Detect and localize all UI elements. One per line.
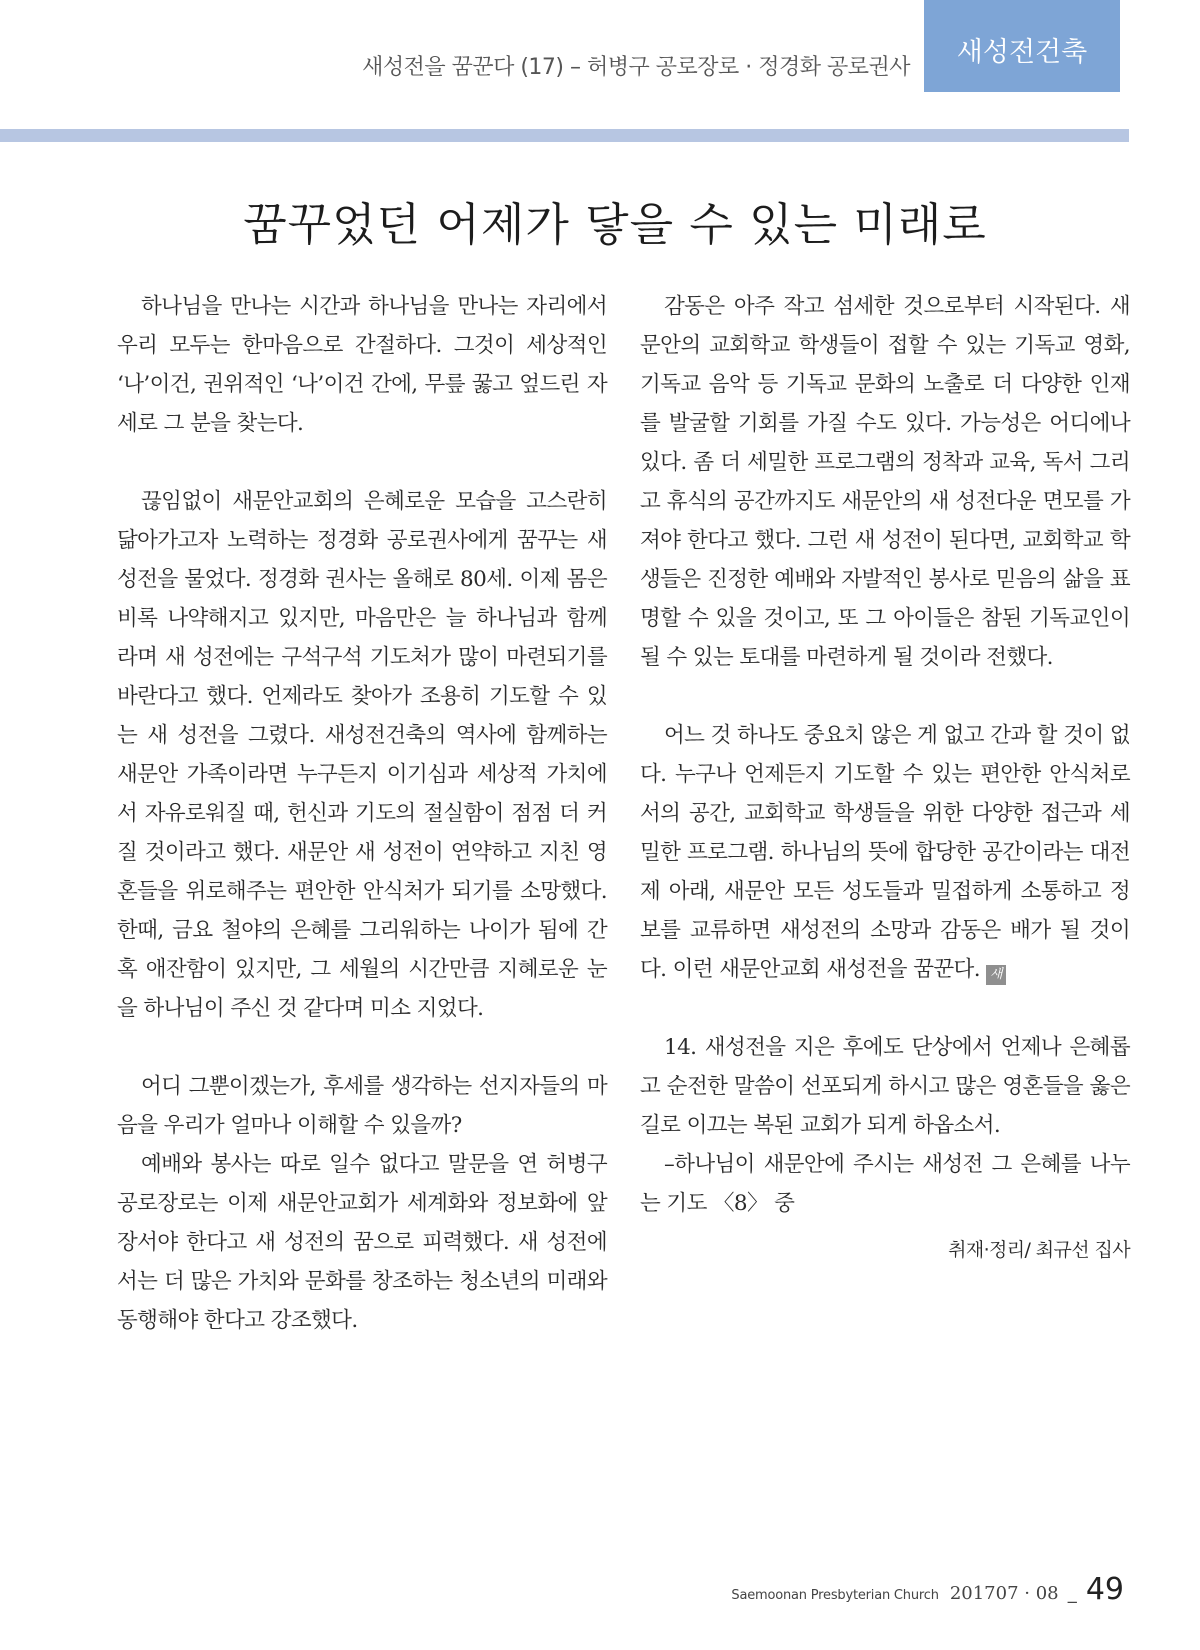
paragraph: 감동은 아주 작고 섬세한 것으로부터 시작된다. 새문안의 교회학교 학생들이 접할 수 있는 기독교 영화, 기독교 음악 등 기독교 문화의 노출로 더 다양한 인재를 발굴할 기회를 가질 수도 있다. 가능성은 어디에나 있다. 좀 더 세밀한 프로그램의 정착과 교육, 독서 그리고 휴식의 공간까지도 새문안의 새 성전다운 면모를 가져야 한다고 했다. 그런 새 성전이 된다면, 교회학교 학생들은 진정한 예배와 자발적인 봉사로 믿음의 삶을 표명할 수 있을 것이고, 또 그 아이들은 참된 기독교인이 될 수 있는 토대를 마련하게 될 것이라 전했다. [640,294,1130,670]
footer-issue: 201707 · 08 [949,1583,1059,1604]
left-column [117,287,607,1340]
right-column [640,287,1130,1270]
footer-church: Saemoonan Presbyterian Church [731,1588,939,1603]
end-mark-icon: 새 [986,965,1006,985]
article-title: 꿈꾸었던 어제가 닿을 수 있는 미래로 [243,198,987,251]
paragraph-with-end-mark [640,716,1130,989]
paragraph: 끊임없이 새문안교회의 은혜로운 모습을 고스란히 닮아가고자 노력하는 정경화 공로권사에게 꿈꾸는 새 성전을 물었다. 정경화 권사는 올해로 80세. 이제 몸은 비록 나약해지고 있지만, 마음만은 늘 하나님과 함께 라며 새 성전에는 구석구석 기도처가 많이 마련되기를 바란다고 했다. 언제라도 찾아가 조용히 기도할 수 있는 새 성전을 그렸다. 새성전건축의 역사에 함께하는 새문안 가족이라면 누구든지 이기심과 세상적 가치에서 자유로워질 때, 헌신과 기도의 절실함이 점점 더 커질 것이라고 했다. 새문안 새 성전이 연약하고 지친 영혼들을 위로해주는 편안한 안식처가 되기를 소망했다. 한때, 금요 철야의 은혜를 그리워하는 나이가 됨에 간혹 애잔함이 있지만, 그 세월의 시간만큼 지혜로운 눈을 하나님이 주신 것 같다며 미소 지었다. [117,489,607,1021]
paragraph: 예배와 봉사는 따로 일수 없다고 말문을 연 허병구 공로장로는 이제 새문안교회가 세계화와 정보화에 앞장서야 한다고 새 성전의 꿈으로 피력했다. 새 성전에서는 더 많은 가치와 문화를 창조하는 청소년의 미래와 동행해야 한다고 강조했다. [117,1152,607,1333]
running-header: 새성전을 꿈꾼다 (17) – 허병구 공로장로 · 정경화 공로권사 [362,55,910,80]
section-tab: 새성전건축 [924,0,1120,92]
footer-separator: _ [1067,1583,1077,1604]
prayer-source: –하나님이 새문안에 주시는 새성전 그 은혜를 나누는 기도 〈8〉 중 [640,1152,1130,1216]
prayer-paragraph: 14. 새성전을 지은 후에도 단상에서 언제나 은혜롭고 순전한 말씀이 선포되게 하시고 많은 영혼들을 옳은 길로 이끄는 복된 교회가 되게 하옵소서. [640,1035,1130,1138]
footer [731,1572,1124,1607]
paragraph: 하나님을 만나는 시간과 하나님을 만나는 자리에서 우리 모두는 한마음으로 간절하다. 그것이 세상적인 ‘나’이건, 권위적인 ‘나’이건 간에, 무릎 꿇고 엎드린 자세로 그 분을 찾는다. [117,294,607,436]
paragraph-text: 어느 것 하나도 중요치 않은 게 없고 간과 할 것이 없다. 누구나 언제든지 기도할 수 있는 편안한 안식처로서의 공간, 교회학교 학생들을 위한 다양한 접근과 세밀한 프로그램. 하나님의 뜻에 합당한 공간이라는 대전제 아래, 새문안 모든 성도들과 밀접하게 소통하고 정보를 교류하면 새성전의 소망과 감동은 배가 될 것이다. 이런 새문안교회 새성전을 꿈꾼다. [640,723,1130,982]
paragraph: 어디 그뿐이겠는가, 후세를 생각하는 선지자들의 마음을 우리가 얼마나 이해할 수 있을까? [117,1074,607,1138]
page-number: 49 [1085,1572,1124,1607]
header-rule [0,129,1129,142]
byline: 취재·정리/ 최규선 집사 [948,1239,1130,1261]
